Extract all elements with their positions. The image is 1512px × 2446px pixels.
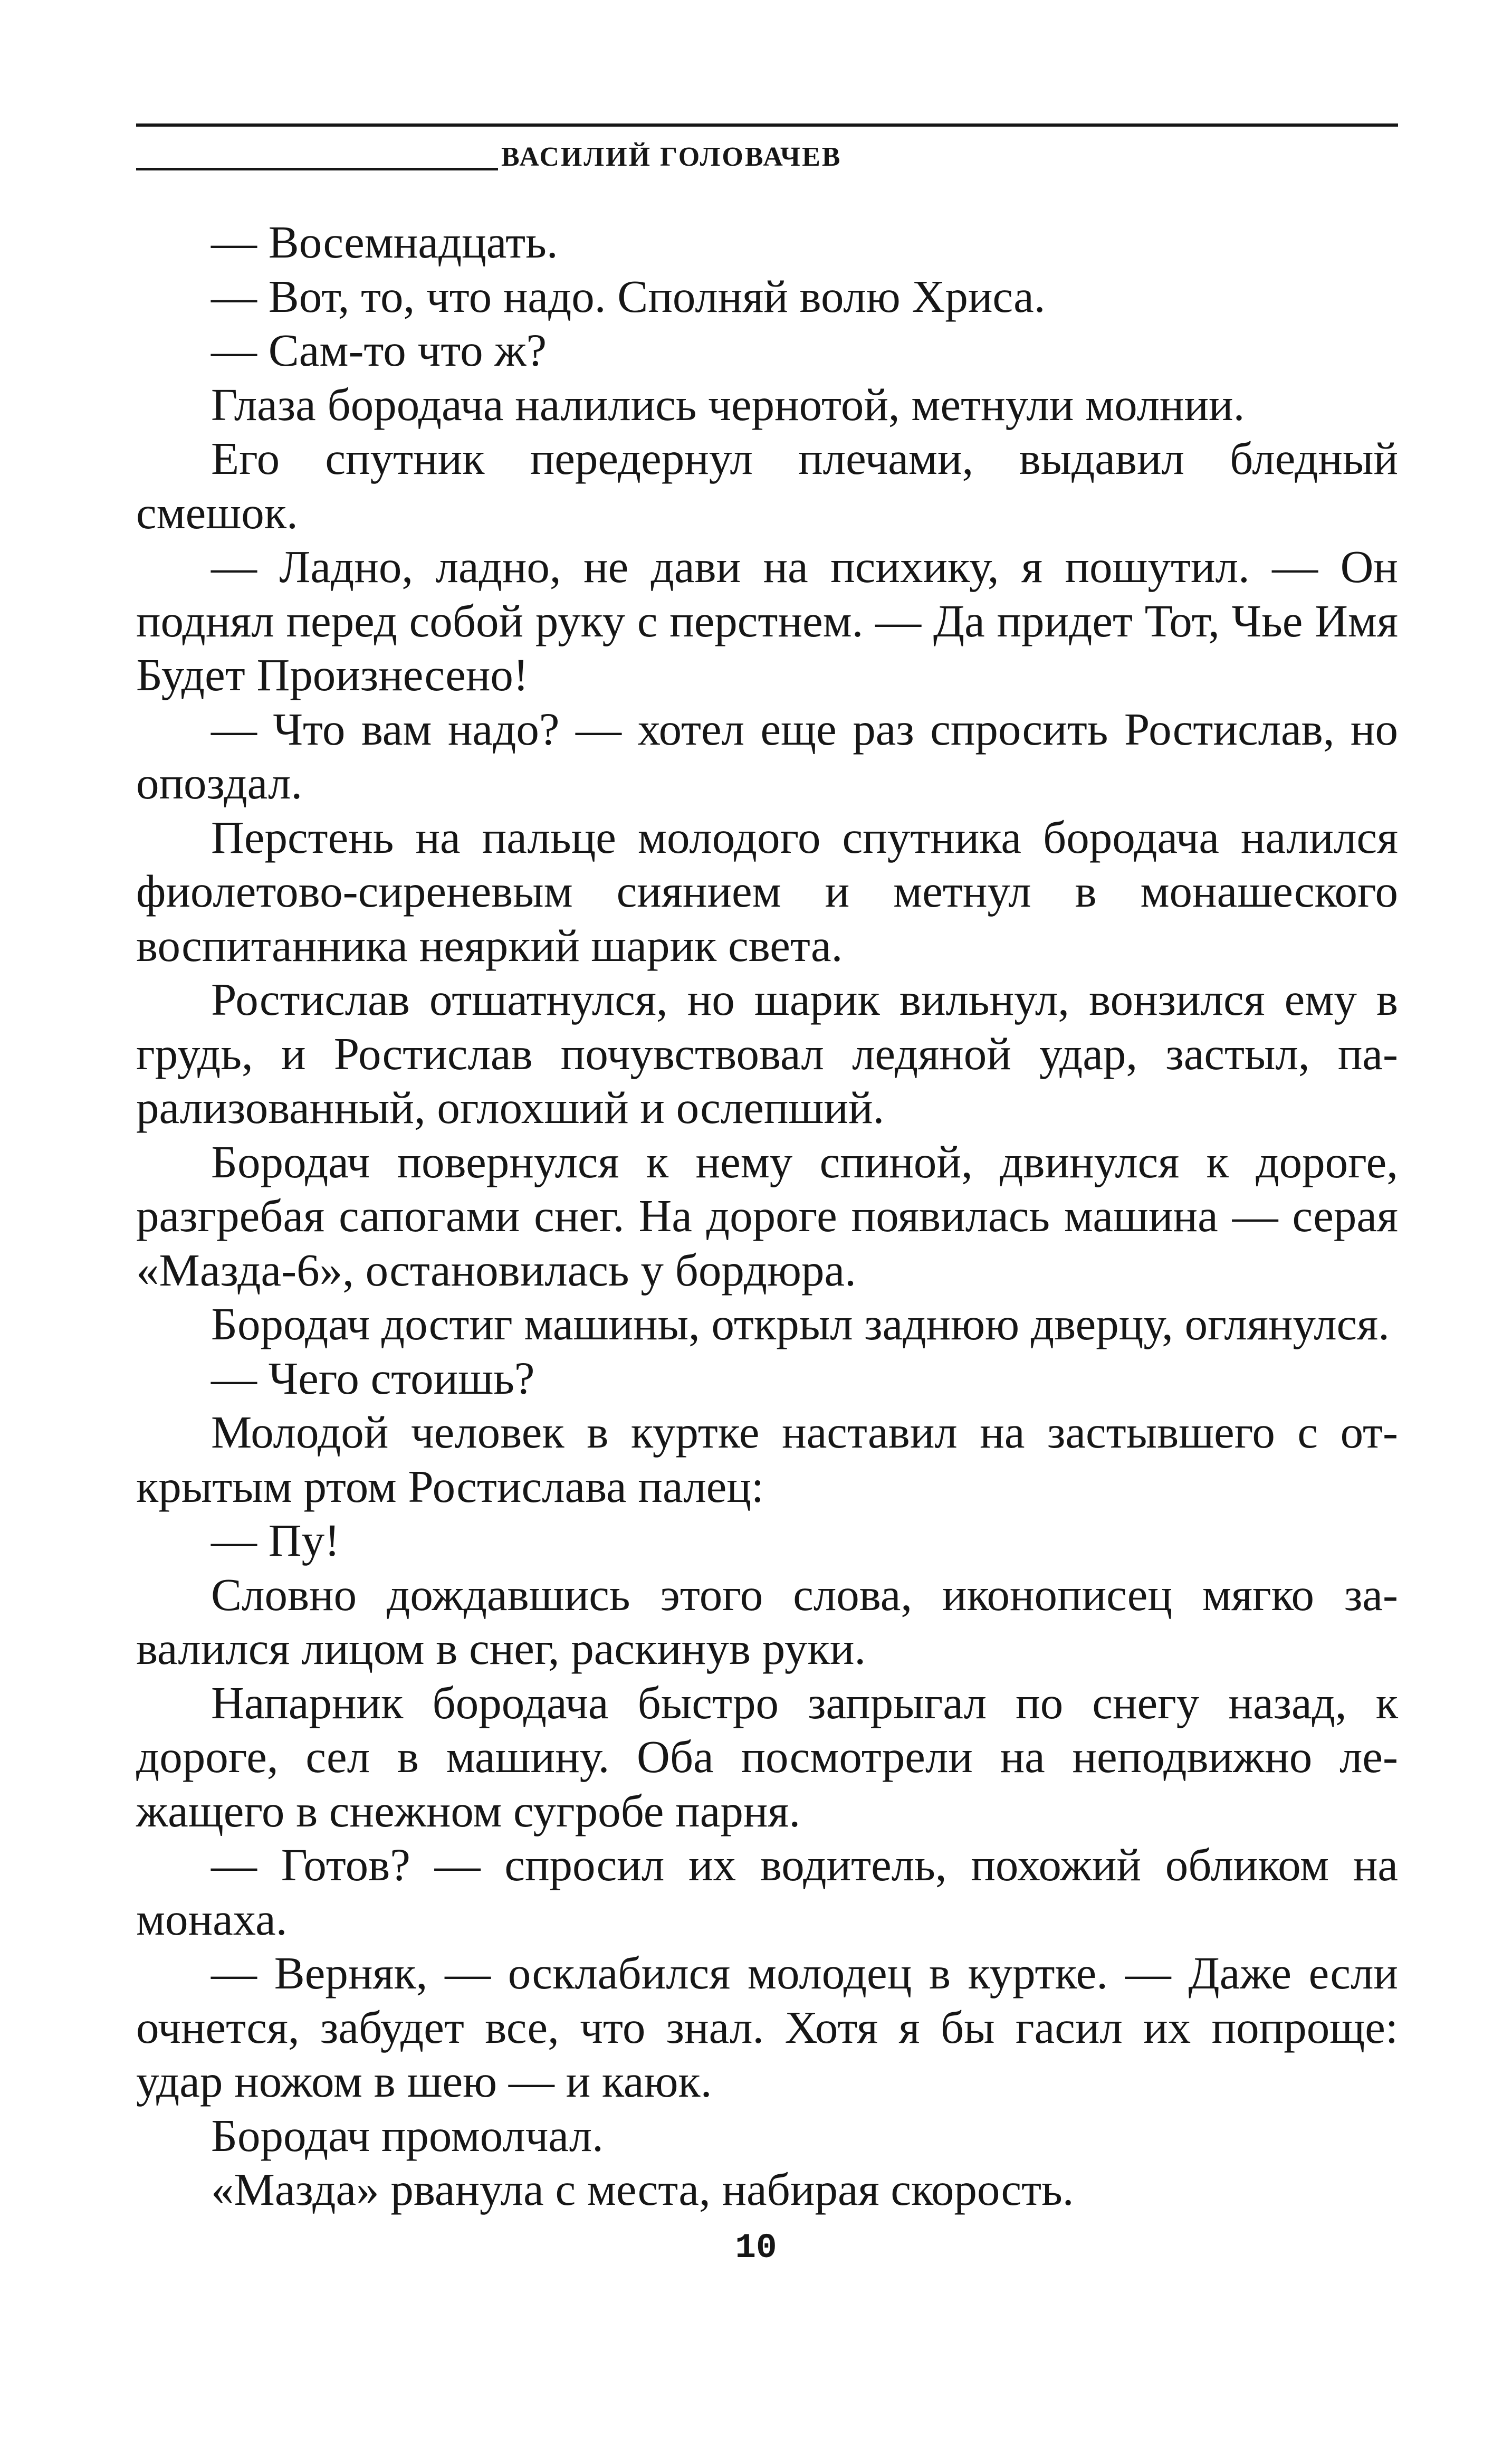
paragraph: — Верняк, — осклабился молодец в куртке. — Даже если очнется, забудет все, что знал. Хотя я бы гасил их попроще: удар ножом в шею — и каюк. — [136, 1947, 1398, 2107]
paragraph: Ростислав отшатнулся, но шарик вильнул, вонзился ему в грудь, и Ростислав почувствовал ледяной удар, застыл, парализованный, оглохший и ослепший. — [136, 974, 1398, 1133]
paragraph: — Восемнадцать. — [211, 216, 558, 268]
paragraph: Молодой человек в куртке наставил на застывшего с открытым ртом Ростислава палец: — [136, 1406, 1398, 1512]
paragraph: — Готов? — спросил их водитель, похожий обликом на монаха. — [136, 1839, 1398, 1945]
paragraph: Бородач промолчал. — [211, 2109, 604, 2161]
header-top-rule — [136, 123, 1398, 127]
paragraph: Перстень на пальце молодого спутника бородача налился фиолетово-сиреневым сиянием и метнул в монашеского воспитанника неяркий шарик света. — [136, 811, 1398, 971]
running-title: ВАСИЛИЙ ГОЛОВАЧЕВ — [501, 142, 842, 172]
paragraph: — Сам-то что ж? — [211, 325, 547, 376]
page-header — [136, 116, 1398, 179]
paragraph: — Ладно, ладно, не дави на психику, я пошутил. — Он поднял перед собой руку с перстнем. — Да придет Тот, Чье Имя Будет Произнесено! — [136, 541, 1398, 700]
header-left-rule — [136, 168, 498, 170]
page-number: 10 — [735, 2228, 777, 2268]
paragraph: Бородач повернулся к нему спиной, двинулся к дороге, разгребая сапогами снег. На дороге появилась машина — серая «Мазда-6», остановилась у бордюра. — [136, 1136, 1398, 1296]
paragraph: — Чего стоишь? — [211, 1352, 535, 1404]
body-text — [136, 215, 1398, 2217]
paragraph: Напарник бородача быстро запрыгал по снегу назад, к дороге, сел в машину. Оба посмотрели на неподвижно лежащего в снежном сугробе парня. — [136, 1677, 1398, 1836]
paragraph: — Пу! — [211, 1515, 340, 1566]
paragraph: «Мазда» рванула с места, набирая скорость. — [211, 2164, 1074, 2215]
paragraph: — Вот, то, что надо. Сполняй волю Хриса. — [211, 270, 1046, 322]
paragraph: Словно дождавшись этого слова, иконописец мягко завалился лицом в снег, раскинув руки. — [136, 1568, 1398, 1674]
paragraph: Бородач достиг машины, открыл заднюю дверцу, оглянулся. — [211, 1298, 1390, 1349]
paragraph: Его спутник передернул плечами, выдавил бледный смешок. — [136, 433, 1398, 538]
paragraph: — Что вам надо? — хотел еще раз спросить Ростислав, но опоздал. — [136, 703, 1398, 808]
paragraph: Глаза бородача налились чернотой, метнули молнии. — [211, 378, 1245, 430]
